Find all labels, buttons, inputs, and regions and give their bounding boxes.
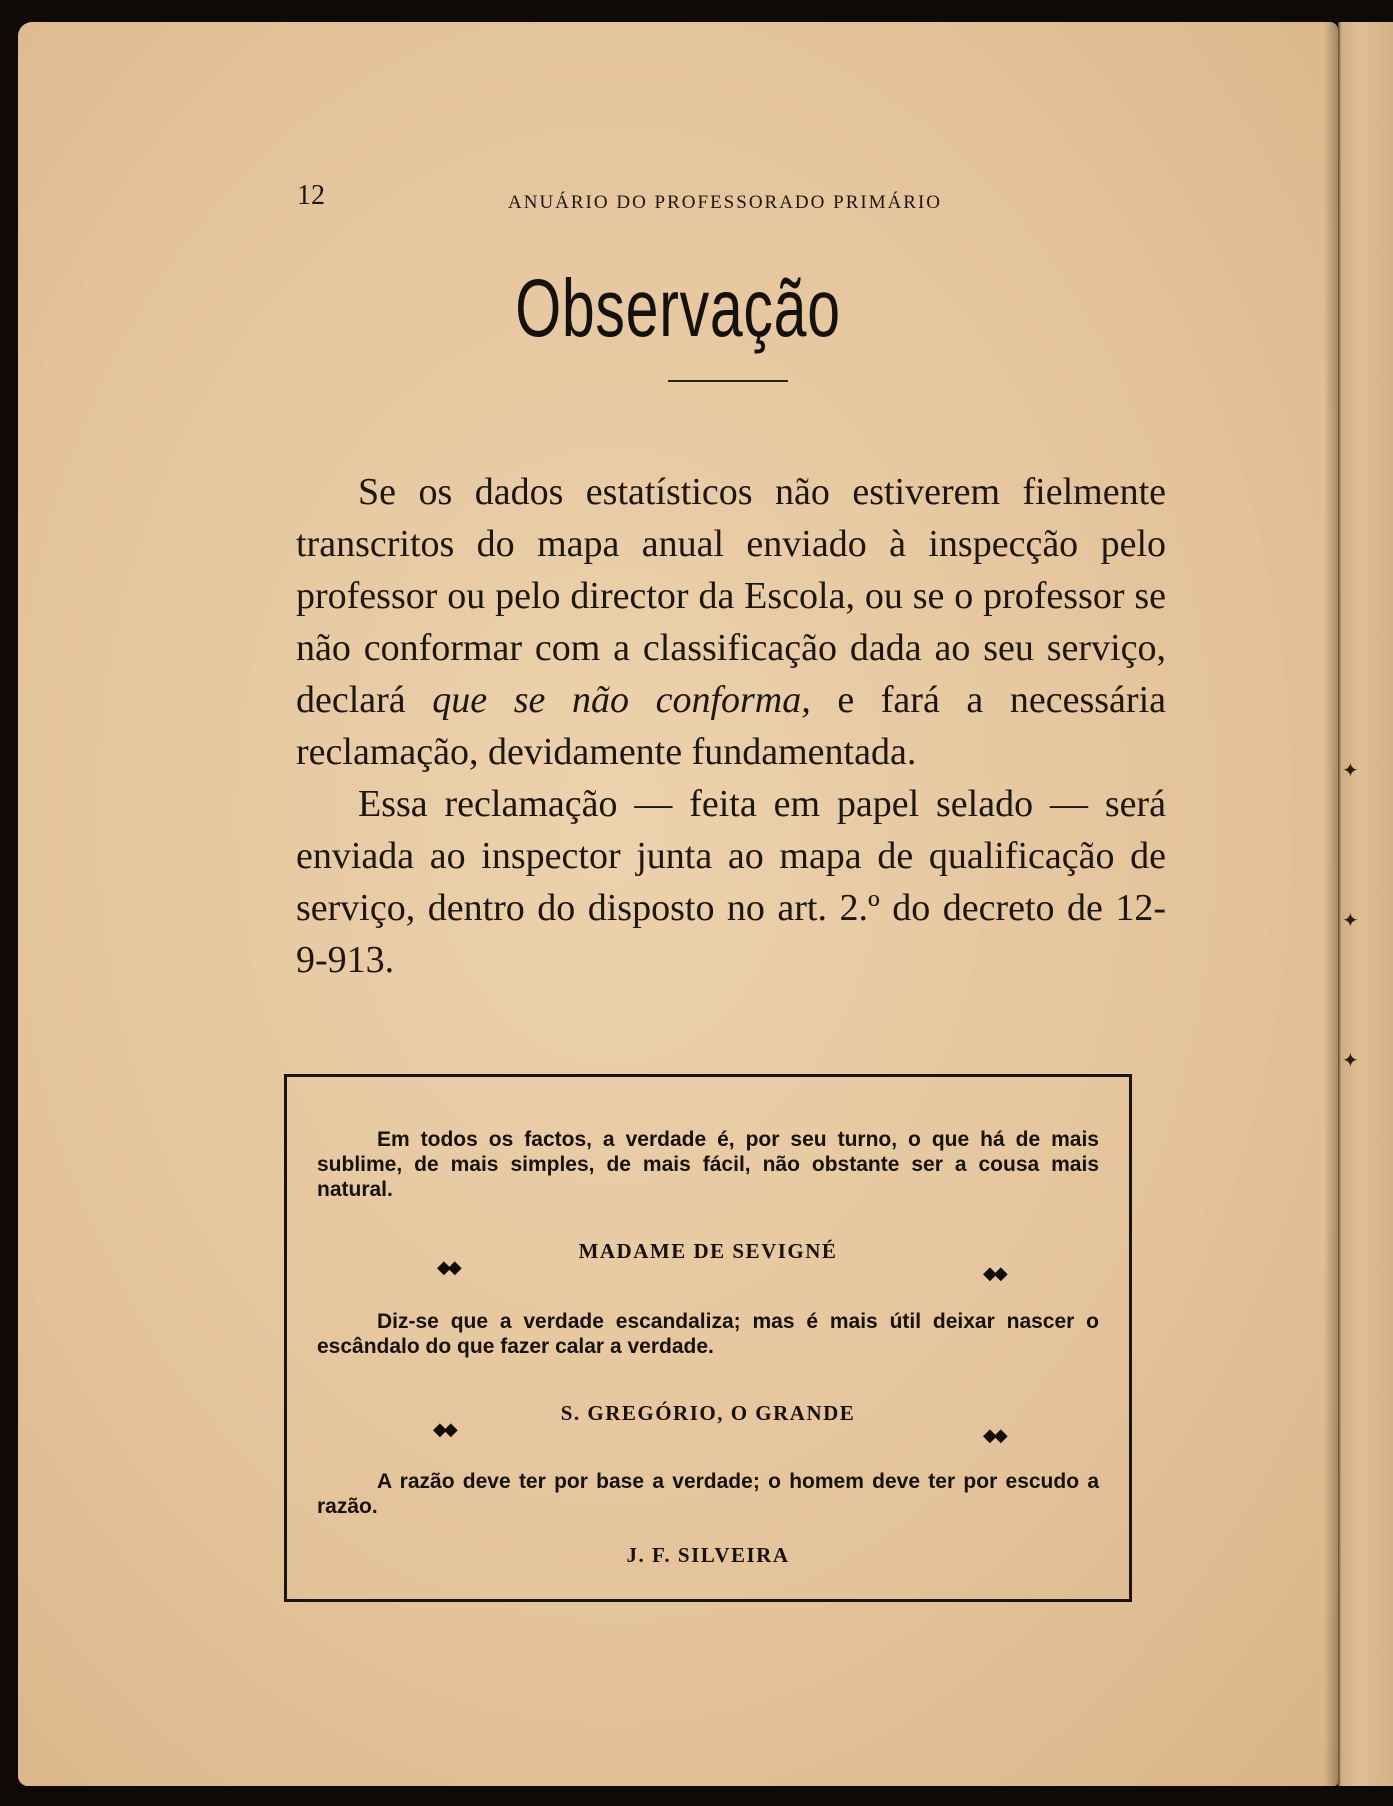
quote-2-text: Diz-se que a verdade escandaliza; mas é mais útil deixar nascer o escândalo do que fazer calar a verdade. bbox=[317, 1310, 1099, 1358]
quotes-box bbox=[284, 1074, 1132, 1602]
quote-2-author: S. GREGÓRIO, O GRANDE bbox=[560, 1401, 856, 1425]
edge-speck-1: ✦ bbox=[1342, 760, 1359, 782]
quote-2 bbox=[317, 1309, 1099, 1359]
edge-speck-2: ✦ bbox=[1342, 910, 1359, 932]
ornament-left-2: ◆◆ bbox=[433, 1419, 455, 1439]
ornament-left-1: ◆◆ bbox=[437, 1257, 459, 1277]
body-text bbox=[296, 466, 1166, 986]
quote-1-text: Em todos os factos, a verdade é, por seu turno, o que há de mais sublime, de mais simples, de mais fácil, não obstante ser a cousa mais natural. bbox=[317, 1128, 1099, 1201]
quote-1 bbox=[317, 1127, 1099, 1202]
page-fold-shadow bbox=[1324, 22, 1338, 1786]
paragraph-1-text-a: Se os dados estatísticos não estiverem fielmente transcritos do mapa anual enviado à inspecção pelo professor ou pelo director da Escola, ou se o professor se não conformar com a classificação dada ao seu serviço, declará bbox=[296, 471, 1166, 721]
ornament-right-2: ◆◆ bbox=[983, 1425, 1005, 1445]
ornament-right-1: ◆◆ bbox=[983, 1263, 1005, 1283]
quote-3-author: J. F. SILVEIRA bbox=[626, 1543, 790, 1567]
page-title: Observação bbox=[515, 263, 841, 354]
paragraph-1-italic: que se não conforma, bbox=[432, 679, 811, 721]
quote-1-author: MADAME DE SEVIGNÉ bbox=[578, 1239, 838, 1263]
title-rule bbox=[668, 380, 788, 382]
book-page bbox=[18, 22, 1338, 1786]
quote-3 bbox=[317, 1469, 1099, 1519]
edge-speck-3: ✦ bbox=[1342, 1050, 1359, 1072]
quote-3-text: A razão deve ter por base a verdade; o homem deve ter por escudo a razão. bbox=[317, 1470, 1099, 1518]
paragraph-1-text-b: e fará a necessária reclamação, devidamente fundamentada. bbox=[296, 679, 1166, 773]
paragraph-1 bbox=[296, 466, 1166, 778]
adjacent-page-edge bbox=[1338, 22, 1393, 1786]
page-number: 12 bbox=[297, 180, 325, 211]
paragraph-2: Essa reclamação — feita em papel selado — será enviada ao inspector junta ao mapa de qualificação de serviço, dentro do disposto no art. 2.º do decreto de 12-9-913. bbox=[296, 783, 1166, 981]
page-header bbox=[18, 154, 1338, 213]
running-head: ANUÁRIO DO PROFESSORADO PRIMÁRIO bbox=[508, 192, 943, 213]
